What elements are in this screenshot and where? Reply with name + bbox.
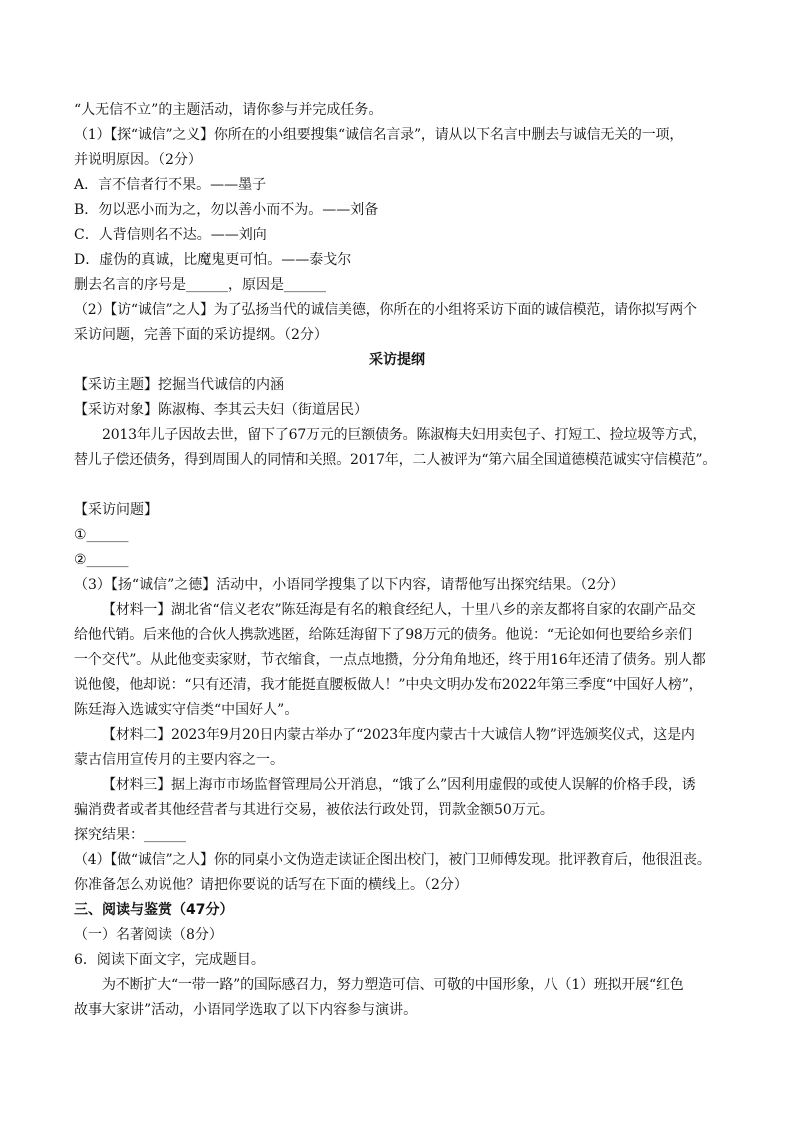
text-line: 采访问题，完善下面的采访提纲。（2分） bbox=[74, 327, 328, 343]
interview-question-blank-2: ②______ bbox=[74, 552, 129, 568]
material-2-line: 蒙古信用宣传月的主要内容之一。 bbox=[74, 752, 284, 768]
paragraph-line: 为不断扩大“一带一路”的国际感召力，努力塑造可信、可敬的中国形象，八（1）班拟开展“红色 bbox=[102, 977, 684, 993]
section-heading: 三、阅读与鉴赏（47分） bbox=[74, 902, 234, 918]
material-1-line: 【材料一】湖北省“信义老农”陈廷海是有名的粮食经纪人，十里八乡的亲友都将自家的农副产品交 bbox=[102, 602, 696, 618]
paragraph-line: 替儿子偿还债务，得到周围人的同情和关照。2017年，二人被评为“第六届全国道德模范诚实守信模范”。 bbox=[74, 452, 717, 468]
text-line: 你准备怎么劝说他？请把你要说的话写在下面的横线上。（2分） bbox=[74, 877, 468, 893]
subsection-heading: （一）名著阅读（8分） bbox=[74, 927, 223, 943]
material-3-line: 骗消费者或者其他经营者与其进行交易，被依法行政处罚，罚款金额50万元。 bbox=[74, 802, 554, 818]
question-6-stem: 6．阅读下面文字，完成题目。 bbox=[74, 952, 265, 968]
question-1-stem: （1）【探“诚信”之义】你所在的小组要搜集“诚信名言录”，请从以下名言中删去与诚信无关的一项， bbox=[74, 127, 684, 143]
text-line: “人无信不立”的主题活动，请你参与并完成任务。 bbox=[74, 102, 383, 118]
material-3-line: 【材料三】据上海市市场监督管理局公开消息，“饿了么”因利用虚假的或使人误解的价格手段，诱 bbox=[102, 777, 696, 793]
text-line: 并说明原因。（2分） bbox=[74, 152, 202, 168]
question-3-stem: （3）【扬“诚信”之德】活动中，小语同学搜集了以下内容，请帮他写出探究结果。（2分） bbox=[74, 577, 625, 593]
option-c: C．人背信则名不达。——刘向 bbox=[74, 227, 267, 243]
question-2-stem: （2）【访“诚信”之人】为了弘扬当代的诚信美德，你所在的小组将采访下面的诚信模范，请你拟写两个 bbox=[74, 302, 697, 318]
material-1-line: 说他傻，他却说：“只有还清，我才能挺直腰板做人！”中央文明办发布2022年第三季度“中国好人榜”， bbox=[74, 677, 703, 693]
option-b: B．勿以恶小而为之，勿以善小而不为。——刘备 bbox=[74, 202, 379, 218]
interview-question-blank-1: ①______ bbox=[74, 527, 129, 543]
material-1-line: 陈廷海入选诚实守信类“中国好人”。 bbox=[74, 702, 299, 718]
material-1-line: 一个交代”。从此他变卖家财，节衣缩食，一点点地攒，分分角角地还，终于用16年还清了债务。别人都 bbox=[74, 652, 706, 668]
interview-theme: 【采访主题】挖掘当代诚信的内涵 bbox=[74, 377, 284, 393]
option-a: A．言不信者行不果。——墨子 bbox=[74, 177, 267, 193]
paragraph-line: 2013年儿子因故去世，留下了67万元的巨额债务。陈淑梅夫妇用卖包子、打短工、捡垃圾等方式， bbox=[102, 427, 707, 443]
paragraph-line: 故事大家讲”活动，小语同学选取了以下内容参与演讲。 bbox=[74, 1002, 418, 1018]
option-d: D．虚伪的真诚，比魔鬼更可怕。——泰戈尔 bbox=[74, 252, 352, 268]
inquiry-result-blank: 探究结果：______ bbox=[74, 827, 186, 843]
interview-questions-label: 【采访问题】 bbox=[74, 502, 158, 518]
interview-subject: 【采访对象】陈淑梅、李其云夫妇（街道居民） bbox=[74, 402, 368, 418]
interview-outline-title: 采访提纲 bbox=[369, 352, 425, 368]
answer-blank-line: 删去名言的序号是______，原因是______ bbox=[74, 277, 326, 293]
material-1-line: 给他代销。后来他的合伙人携款逃匿，给陈廷海留下了98万元的债务。他说：“无论如何也要给乡亲们 bbox=[74, 627, 692, 643]
question-4-stem: （4）【做“诚信”之人】你的同桌小文伪造走读证企图出校门，被门卫师傅发现。批评教育后，他很沮丧。 bbox=[74, 852, 711, 868]
material-2-line: 【材料二】2023年9月20日内蒙古举办了“2023年度内蒙古十大诚信人物”评选颁奖仪式，这是内 bbox=[102, 727, 695, 743]
